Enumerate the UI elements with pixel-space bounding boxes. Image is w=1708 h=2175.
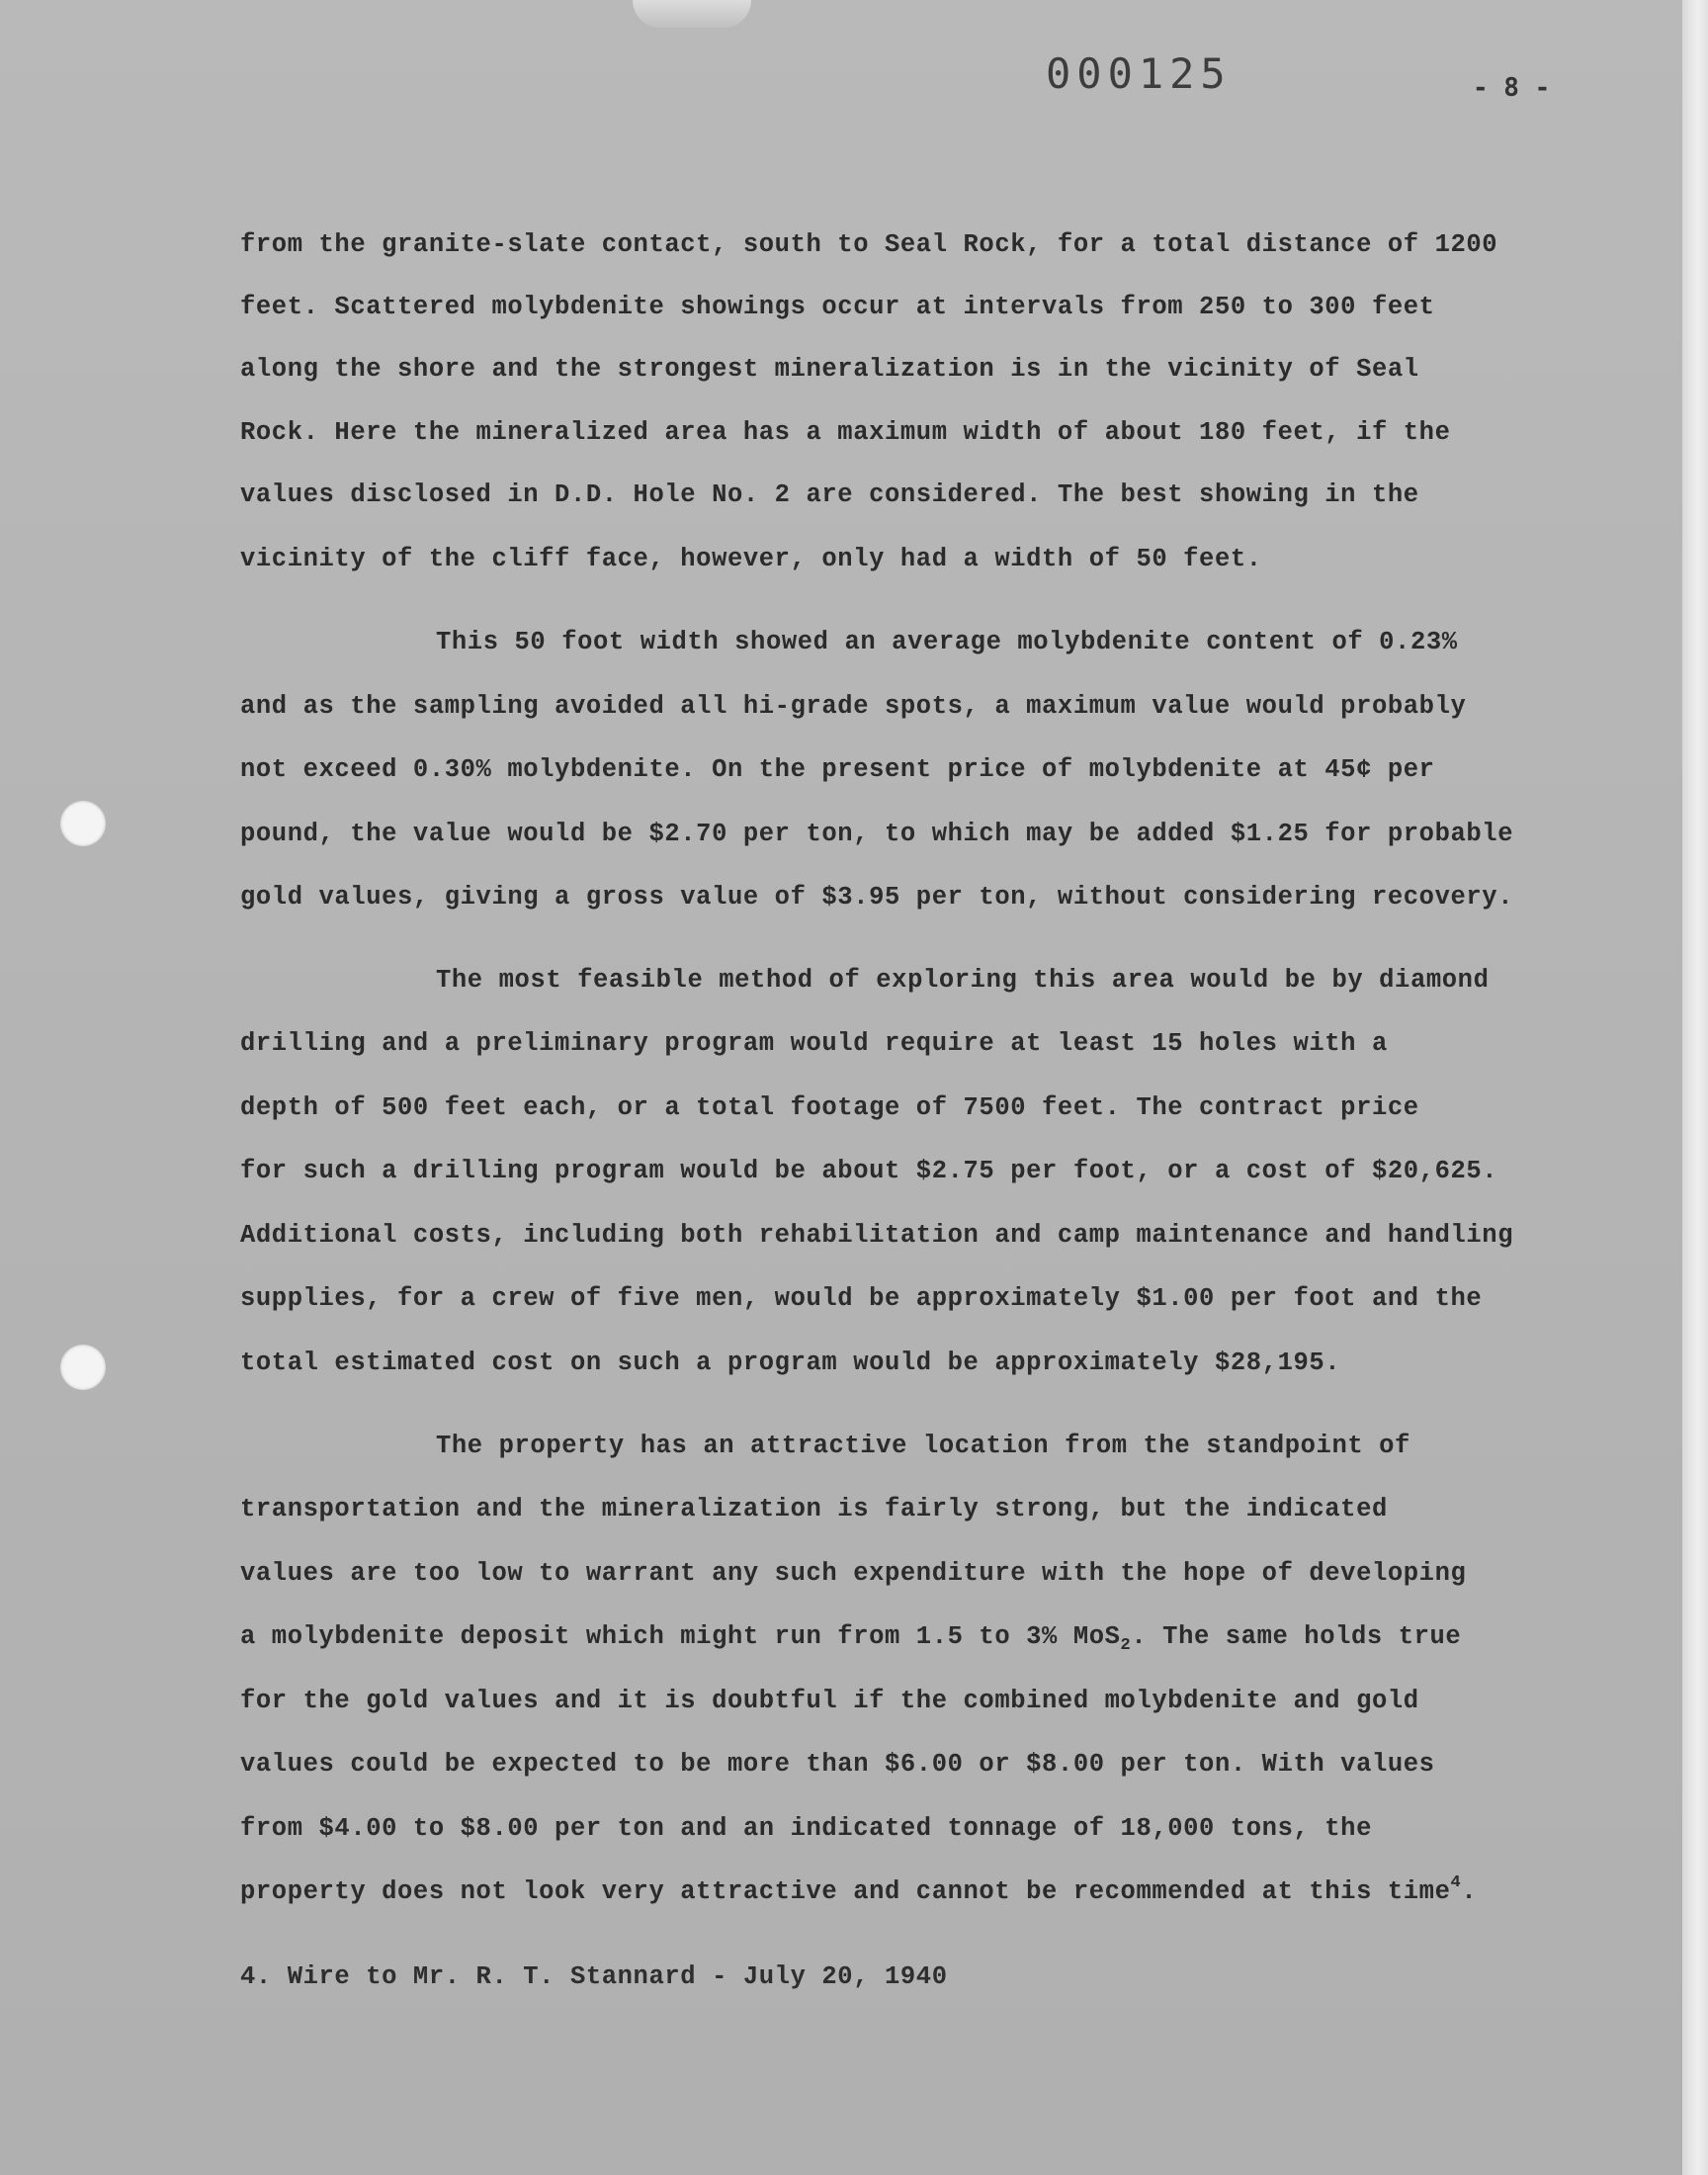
- footnote: 4. Wire to Mr. R. T. Stannard - July 20, 1940: [240, 1962, 948, 1991]
- text-line: transportation and the mineralization is fairly strong, but the indicated: [240, 1495, 1388, 1523]
- text-line: values are too low to warrant any such expenditure with the hope of developing: [240, 1559, 1467, 1588]
- text-line: The most feasible method of exploring this area would be by diamond: [436, 966, 1490, 995]
- text-line: and as the sampling avoided all hi-grade spots, a maximum value would probably: [240, 692, 1467, 721]
- text-line: Additional costs, including both rehabilitation and camp maintenance and handling: [240, 1221, 1514, 1250]
- text-line: along the shore and the strongest mineralization is in the vicinity of Seal: [240, 355, 1419, 384]
- text-line: for the gold values and it is doubtful if the combined molybdenite and gold: [240, 1687, 1419, 1715]
- text-line: not exceed 0.30% molybdenite. On the present price of molybdenite at 45¢ per: [240, 755, 1435, 784]
- text-segment: a molybdenite deposit which might run from 1.5 to 3% MoS: [240, 1622, 1121, 1651]
- page-edge: [1682, 0, 1708, 2175]
- text-segment: . The same holds true: [1131, 1622, 1462, 1651]
- text-line: vicinity of the cliff face, however, only had a width of 50 feet.: [240, 545, 1262, 573]
- text-line: feet. Scattered molybdenite showings occur at intervals from 250 to 300 feet: [240, 293, 1435, 321]
- subscript: 2: [1120, 1636, 1132, 1655]
- text-line: values could be expected to be more than $6.00 or $8.00 per ton. With values: [240, 1750, 1435, 1779]
- document-number: 000125: [1046, 49, 1232, 98]
- text-line: [240, 1619, 1461, 1655]
- text-line: [240, 1874, 1477, 1910]
- text-line: gold values, giving a gross value of $3.95 per ton, without considering recovery.: [240, 883, 1514, 912]
- text-line: The property has an attractive location from the standpoint of: [436, 1432, 1410, 1460]
- punch-hole-icon: [60, 1345, 106, 1390]
- footnote-marker: 4: [1450, 1873, 1462, 1892]
- text-line: This 50 foot width showed an average molybdenite content of 0.23%: [436, 628, 1458, 656]
- text-line: for such a drilling program would be about $2.75 per foot, or a cost of $20,625.: [240, 1157, 1498, 1185]
- text-line: total estimated cost on such a program would be approximately $28,195.: [240, 1348, 1341, 1377]
- punch-hole-icon: [60, 801, 106, 846]
- text-segment: .: [1461, 1877, 1478, 1906]
- text-segment: property does not look very attractive and cannot be recommended at this time: [240, 1877, 1451, 1906]
- text-line: pound, the value would be $2.70 per ton, to which may be added $1.25 for probable: [240, 820, 1514, 848]
- paper-clip-tab: [633, 0, 751, 28]
- text-line: from $4.00 to $8.00 per ton and an indicated tonnage of 18,000 tons, the: [240, 1814, 1372, 1843]
- text-line: from the granite-slate contact, south to Seal Rock, for a total distance of 1200: [240, 230, 1498, 259]
- text-line: supplies, for a crew of five men, would be approximately $1.00 per foot and the: [240, 1284, 1483, 1313]
- text-line: Rock. Here the mineralized area has a maximum width of about 180 feet, if the: [240, 418, 1451, 447]
- text-line: drilling and a preliminary program would require at least 15 holes with a: [240, 1029, 1388, 1058]
- text-line: values disclosed in D.D. Hole No. 2 are considered. The best showing in the: [240, 480, 1419, 509]
- text-line: depth of 500 feet each, or a total footage of 7500 feet. The contract price: [240, 1093, 1419, 1122]
- page-number: - 8 -: [1473, 73, 1551, 103]
